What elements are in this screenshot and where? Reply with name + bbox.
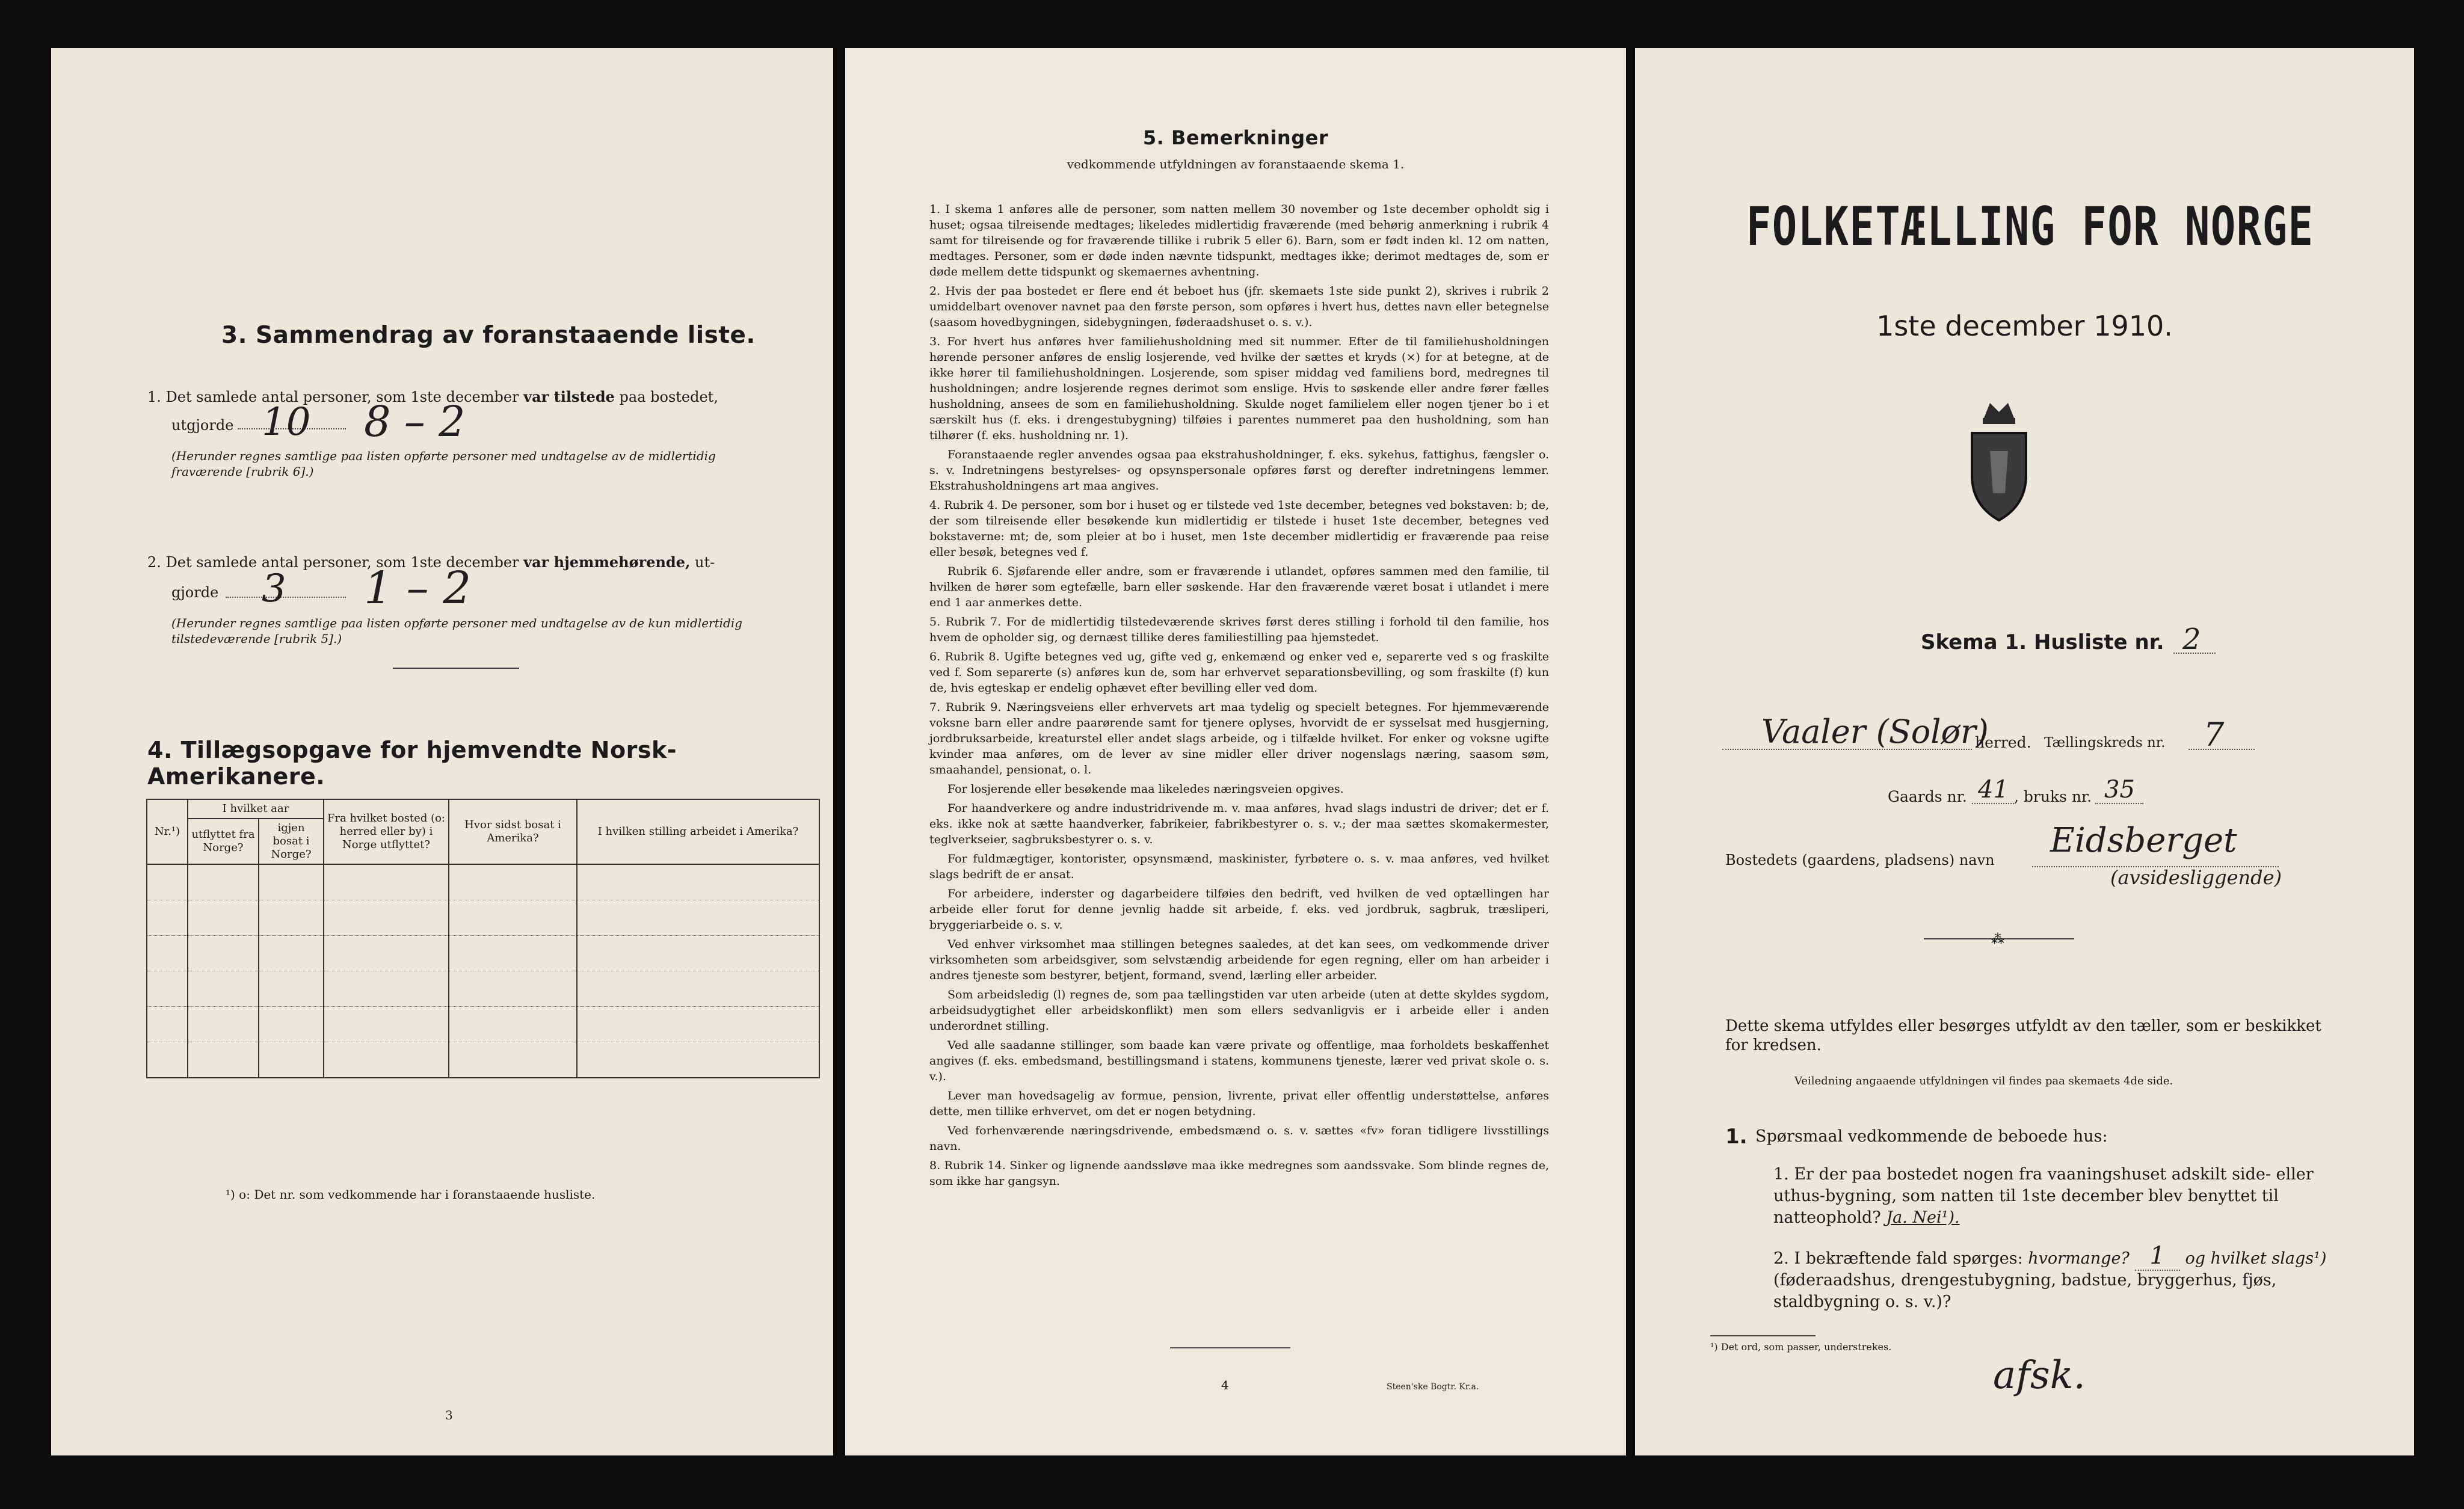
- q1-1-answer: Ja. Nei¹).: [1886, 1208, 1960, 1227]
- table-row: [147, 900, 819, 936]
- bruks-label: , bruks nr.: [2014, 788, 2092, 805]
- gaards-value: 41: [1978, 776, 2009, 804]
- remark-paragraph: 7. Rubrik 9. Næringsveiens eller erhvervets art maa tydelig og specielt betegnes. For hjemmeværende voksne barn eller andre paarørende samt for tjenere oplyses, hvorvidt de er sysselsat med husgjerning, jordbruksarbeide, kreaturstel eller andet slags arbeide, og i tilfælde hvilket. For enker og voksne ugifte kvinder maa anføres, om de lever av sine midler eller driver nogenslags næring, saasom søm, smaahandel, pensionat, o. l.: [929, 701, 1549, 776]
- skema-label: Skema 1. Husliste nr.: [1921, 630, 2164, 654]
- col-group-aar: I hvilket aar: [188, 799, 324, 819]
- remark-paragraph: For arbeidere, inderster og dagarbeidere tilføies den bedrift, ved hvilken de ved optællingen har arbeide eller forut for denne jevnlig hadde sit arbeide, f. eks. ved jordbruk, sagbruk, træsliperi, bryggeriarbeide o. s. v.: [929, 887, 1549, 932]
- coat-of-arms-icon: [1966, 391, 2032, 523]
- remark-paragraph: Ved enhver virksomhet maa stillingen betegnes saaledes, at det kan sees, om vedkommende driver virksomheten som arbeidsgiver, som selvstændig arbeidende for egen regning, eller om han arbeider i andres tjeneste som bestyrer, betjent, formand, svend, lærling eller arbeider.: [929, 938, 1549, 982]
- left-page: [51, 48, 833, 1455]
- divider: [393, 668, 519, 669]
- col-hvor-sidst: Hvor sidst bosat i Amerika?: [449, 799, 577, 864]
- remark-paragraph: Rubrik 6. Sjøfarende eller andre, som er fraværende i utlandet, opføres sammen med den familie, til hvilken de hører som egtefælle, barn eller søskende. Har den fraværende været bosat i utlandet i mere end 1 aar anmerkes dette.: [929, 565, 1549, 609]
- remark-paragraph: 1. I skema 1 anføres alle de personer, som natten mellem 30 november og 1ste december opholdt sig i huset; ogsaa tilreisende medtages; likeledes midlertidig fraværende (med behørig anmerkning i rubrik 4 samt for tilreisende og for fraværende tillike i rubrik 5 eller 6). Barn, som er født inden kl. 12 om natten, medtages. Personer, som er døde inden nævnte tidspunkt, medtages ikke; derimot medtages de, som er døde mellem dette tidspunkt og skemaernes avhentning.: [929, 203, 1549, 278]
- remarks-list: [929, 201, 1549, 1193]
- remark-paragraph: For fuldmægtiger, kontorister, opsynsmænd, maskinister, fyrbøtere o. s. v. maa anføres, ved hvilket slags bedrift de er ansat.: [929, 852, 1549, 881]
- table-row: [147, 971, 819, 1007]
- q1-2: 2. I bekræftende fald spørges: hvormange? 1 og hvilket slags¹) (føderaadshus, drengestubygning, badstue, bryggerhus, fjøs, staldbygning o. s. v.)?: [1773, 1242, 2327, 1311]
- section4-title: 4. Tillægsopgave for hjemvendte Norsk-Amerikanere.: [147, 737, 677, 790]
- instructions: Dette skema utfyldes eller besørges utfyldt av den tæller, som er beskikket for kredsen.: [1725, 1017, 2321, 1054]
- page-number: 4: [1221, 1378, 1229, 1392]
- signature: afsk.: [1993, 1353, 2086, 1398]
- kreds-label: Tællingskreds nr.: [2044, 735, 2166, 751]
- q1-number: 1.: [1725, 1125, 1748, 1149]
- col-utflyttet: utflyttet fra Norge?: [188, 819, 259, 864]
- item1-value: 10: [262, 400, 311, 444]
- section3-title: 3. Sammendrag av foranstaaende liste.: [221, 322, 756, 349]
- remark-paragraph: Som arbeidsledig (l) regnes de, som paa tællingstiden var uten arbeide (uten at dette skyldes sygdom, arbeidsudygtighet eller arbeidskonflikt) men som ellers sedvanligvis er i arbeide eller i anden underordnet stilling.: [929, 988, 1549, 1033]
- col-igjen-bosat: igjen bosat i Norge?: [259, 819, 324, 864]
- section4-footnote: ¹) o: Det nr. som vedkommende har i foranstaaende husliste.: [226, 1187, 596, 1202]
- bosted-value: Eidsberget: [2050, 821, 2237, 860]
- husliste-nr: 2: [2182, 622, 2201, 656]
- norsk-amerikanere-table: [146, 799, 820, 1078]
- remarks-subtitle: vedkommende utfyldningen av foranstaaende skema 1.: [1067, 157, 1405, 171]
- remark-paragraph: Foranstaaende regler anvendes ogsaa paa ekstrahusholdninger, f. eks. sykehus, fattighus, fængsler o. s. v. Indretningens bestyrelses- og opsynspersonale opføres først og derefter indretningens lemmer. Ekstrahusholdningens art maa angives.: [929, 448, 1549, 493]
- item1-utgjorde-label: utgjorde: [171, 417, 234, 434]
- census-date: 1ste december 1910.: [1876, 310, 2173, 342]
- q1-title: Spørsmaal vedkommende de beboede hus:: [1755, 1127, 2108, 1146]
- item1-note: (Herunder regnes samtlige paa listen opførte personer med undtagelse av de midlertidig fraværende [rubrik 6].): [171, 449, 716, 479]
- remark-paragraph: Ved alle saadanne stillinger, som baade kan være private og offentlige, maa forholdets beskaffenhet angives (f. eks. embedsmand, bestillingsmand i statens, kommunens tjeneste, lærer ved privat skole o. s. v.).: [929, 1039, 1549, 1083]
- q1-1: 1. Er der paa bostedet nogen fra vaaningshuset adskilt side- eller uthus-bygning, som natten til 1ste december blev benyttet til natteophold? Ja. Nei¹).: [1773, 1165, 2314, 1227]
- middle-page: [845, 48, 1626, 1455]
- table-row: [147, 864, 819, 900]
- footnote: ¹) Det ord, som passer, understrekes.: [1710, 1341, 1892, 1353]
- herred-label: herred.: [1975, 734, 2031, 751]
- table-row: [147, 1007, 819, 1042]
- ornament-icon: ⁂: [1991, 932, 2004, 947]
- bruks-value: 35: [2104, 776, 2135, 804]
- remark-paragraph: Lever man hovedsagelig av formue, pension, livrente, privat eller offentlig understøttelse, anføres dette, men tillike erhvervet, om det er nogen betydning.: [929, 1089, 1549, 1118]
- section3-item2: 2. Det samlede antal personer, som 1ste december var hjemmehørende, ut-: [147, 553, 715, 571]
- remark-paragraph: 3. For hvert hus anføres hver familiehusholdning med sit nummer. Efter de til familiehusholdningen hørende personer anføres de enslig losjerende, ved hvilke der sættes et kryds (×) for at betegne, at de ikke hører til familiehusholdningen. Losjerende, som spiser middag ved familiens bord, medregnes til husholdningen; andre losjerende regnes derimot som enslige. Hvis to søskende eller andre fører fælles husholdning, ansees de som en familiehusholdning. Skulde noget familielem eller nogen tjener bo i et særskilt hus (f. eks. i drengestubygning) tilføies i parentes nummeret paa den husholdning, som han tilhører (f. eks. husholdning nr. 1).: [929, 335, 1549, 442]
- divider: [1170, 1347, 1290, 1348]
- table-row: [147, 936, 819, 971]
- main-title: FOLKETÆLLING FOR NORGE: [1746, 195, 2314, 257]
- remark-paragraph: 2. Hvis der paa bostedet er flere end ét beboet hus (jfr. skemaets 1ste side punkt 2), skrives i rubrik 2 umiddelbart ovenover navnet paa den første person, som opføres i hvert hus, dettes navn eller betegnelse (saasom hovedbygningen, sidebygningen, føderaadshuset o. s. v.).: [929, 284, 1549, 329]
- remark-paragraph: 6. Rubrik 8. Ugifte betegnes ved ug, gifte ved g, enkemænd og enker ved e, separerte ved s og fraskilte ved f. Som separerte (s) anføres kun de, som har erhvervet separationsbevilling, og som fraskilte (f) kun de, hvis egteskap er endelig ophævet efter bevilling eller ved dom.: [929, 650, 1549, 695]
- herred-value: Vaaler (Solør): [1761, 713, 1989, 751]
- table-row: [147, 1042, 819, 1078]
- footnote-divider: [1710, 1335, 1816, 1336]
- remark-paragraph: Ved forhenværende næringsdrivende, embedsmænd o. s. v. sættes «fv» foran tidligere livsstillings navn.: [929, 1124, 1549, 1153]
- kreds-value: 7: [2204, 716, 2225, 754]
- instructions-small: Veiledning angaaende utfyldningen vil findes paa skemaets 4de side.: [1794, 1075, 2173, 1087]
- printer-mark: Steen'ske Bogtr. Kr.a.: [1387, 1382, 1479, 1392]
- item2-value: 3: [262, 567, 286, 611]
- remark-paragraph: 4. Rubrik 4. De personer, som bor i huset og er tilstede ved 1ste december, betegnes ved bokstaven: b; de, der som tilreisende eller besøkende kun midlertidig er tilstede i huset 1ste december, betegnes ved bokstaverne: mt; de, som pleier at bo i huset, men 1ste december midlertidig er fraværende paa reise eller besøk, betegnes ved f.: [929, 499, 1549, 559]
- right-page: [1635, 48, 2414, 1455]
- col-stilling: I hvilken stilling arbeidet i Amerika?: [577, 799, 819, 864]
- section3-item1: 1. Det samlede antal personer, som 1ste december var tilstede paa bostedet,: [147, 388, 718, 405]
- item2-note: (Herunder regnes samtlige paa listen opførte personer med undtagelse av de kun midlertidig tilstedeværende [rubrik 5].): [171, 616, 743, 646]
- bosted-label: Bostedets (gaardens, pladsens) navn: [1725, 852, 1995, 868]
- remark-paragraph: 8. Rubrik 14. Sinker og lignende aandssløve maa ikke medregnes som aandssvake. Som blinde regnes de, som ikke har gangsyn.: [929, 1159, 1549, 1188]
- remarks-title: 5. Bemerkninger: [1142, 126, 1329, 149]
- remark-paragraph: 5. Rubrik 7. For de midlertidig tilstedeværende skrives først deres stilling i forhold til den familie, hos hvem de opholder sig, og dernæst tillike deres familiestilling paa hjemstedet.: [929, 615, 1549, 644]
- bosted-value-2: (avsidesliggende): [2110, 866, 2282, 889]
- item2-utgjorde-label: gjorde: [171, 584, 219, 601]
- remark-paragraph: For losjerende eller besøkende maa likeledes næringsveien opgives.: [947, 782, 1344, 796]
- q1-2-count: 1: [2135, 1242, 2180, 1271]
- item2-annotation: 1 – 2: [364, 562, 472, 614]
- item1-annotation: 8 – 2: [364, 397, 466, 446]
- col-nr: Nr.¹): [147, 799, 188, 864]
- gaards-label: Gaards nr.: [1888, 788, 1967, 805]
- remark-paragraph: For haandverkere og andre industridrivende m. v. maa anføres, hvad slags industri de driver; det er f. eks. ikke nok at sætte haandverker, fabrikeier, fabrikbestyrer o. s. v.; der maa sættes skomakermester, teglverkseier, sagbruksbestyrer o. s. v.: [929, 802, 1549, 846]
- page-number: 3: [445, 1408, 453, 1422]
- col-fra-bosted: Fra hvilket bosted (o: herred eller by) i Norge utflyttet?: [324, 799, 449, 864]
